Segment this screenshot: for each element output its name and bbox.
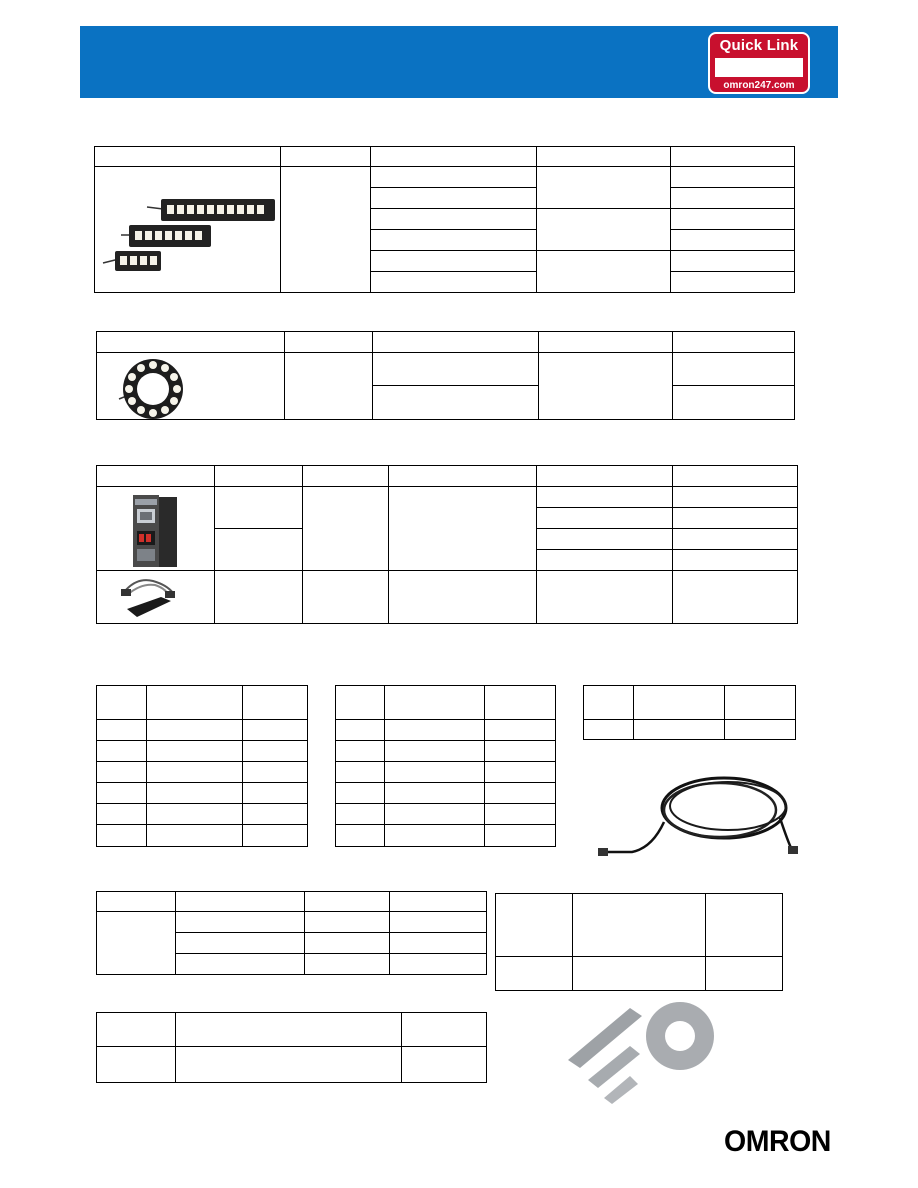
cable-table-middle [335, 685, 556, 847]
controller-table [96, 465, 798, 624]
quick-link-badge[interactable] [708, 32, 810, 94]
accessory-table-left [96, 891, 487, 975]
extension-cable-image [592, 770, 802, 865]
cable-table-right [583, 685, 796, 740]
dimmer-cable-image [97, 571, 215, 624]
omron-logo: OMRON [724, 1125, 831, 1158]
ring-light-table [96, 331, 795, 420]
diffuser-sheets-image [558, 1000, 728, 1110]
bar-light-image-cell [95, 167, 281, 293]
quick-link-url[interactable]: omron247.com [723, 80, 795, 91]
controller-image [97, 487, 215, 571]
bar-light-image [95, 167, 281, 295]
quick-link-input-area [715, 58, 803, 77]
diffuser-table [96, 1012, 487, 1083]
bar-light-table [94, 146, 795, 293]
controller-image-cell [97, 487, 215, 571]
cable-table-left [96, 685, 308, 847]
ring-light-image [97, 353, 285, 421]
dimmer-image-cell [97, 571, 215, 624]
accessory-table-right [495, 893, 783, 991]
ring-light-image-cell [97, 353, 285, 420]
quick-link-title: Quick Link [719, 37, 799, 54]
